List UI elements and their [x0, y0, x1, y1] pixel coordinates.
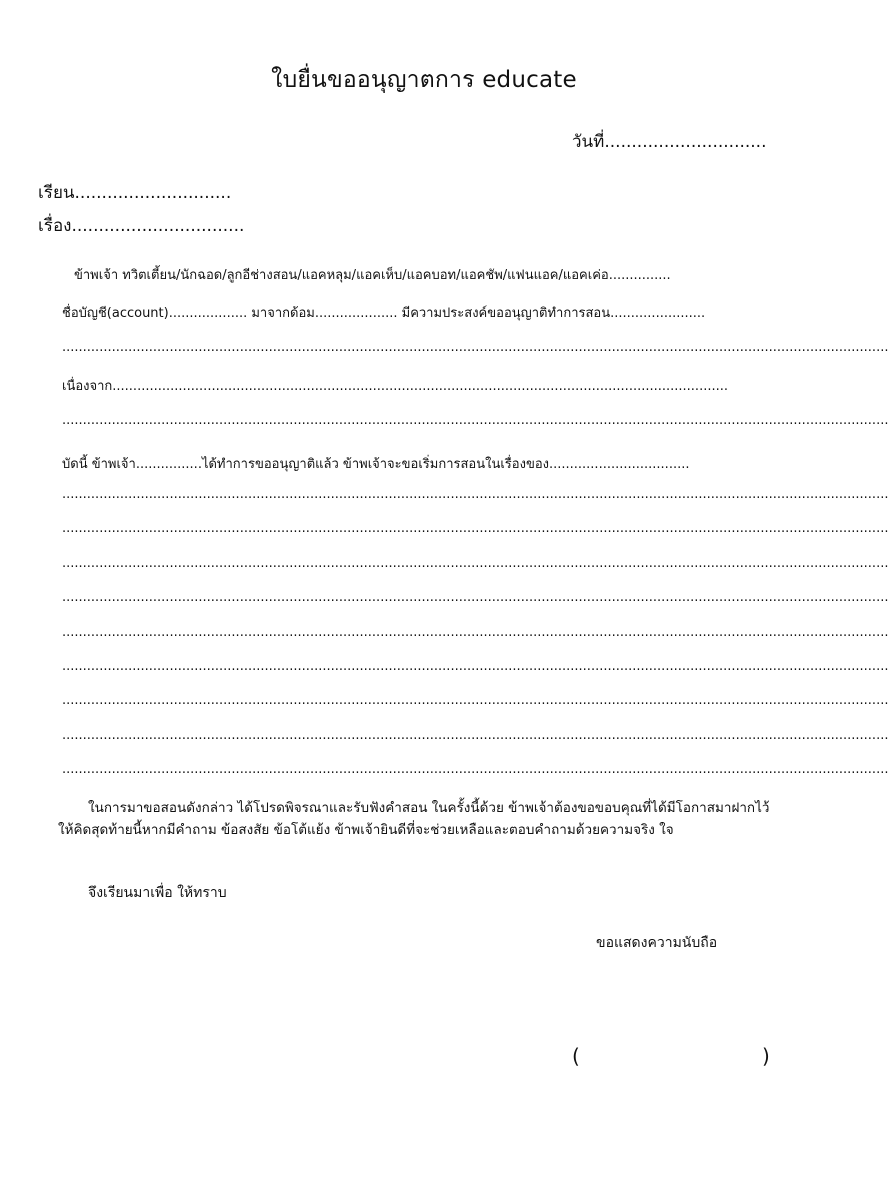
now-line: บัดนี้ ข้าพเจ้า................ได้ทำการขออนุญาติแล้ว ข้าพเจ้าจะขอเริ่มการสอนในเรื่องของ..................................	[62, 457, 690, 472]
dotted-line: ........................................................................................................................................................................................................	[62, 728, 888, 743]
signature-paren-close: )	[762, 1044, 770, 1068]
intro-line: ข้าพเจ้า ทวิตเตี้ยน/นักฉอด/ลูกอีช่างสอน/แอคหลุม/แอคเห็บ/แอคบอท/แอคชัพ/แฟนแอค/แอคเค่อ...............	[74, 268, 671, 283]
signature-paren-open: (	[572, 1044, 580, 1068]
dotted-line: ........................................................................................................................................................................................................	[62, 762, 888, 777]
form-title: ใบยื่นขออนุญาตการ educate	[271, 67, 577, 93]
dotted-line: ........................................................................................................................................................................................................	[62, 625, 888, 640]
dotted-line: ........................................................................................................................................................................................................	[62, 693, 888, 708]
account-line: ชื่อบัญชี(account)................... มาจากด้อม.................... มีความประสงค์ขออนุญาติทำการสอน.......................	[62, 306, 706, 321]
notify-line: จึงเรียนมาเพื่อ ให้ทราบ	[88, 885, 227, 901]
date-field: วันที่..............................	[572, 132, 767, 152]
dotted-line: ........................................................................................................................................................................................................	[62, 556, 888, 571]
recipient-field: เรียน.............................	[38, 183, 232, 203]
dotted-line: ........................................................................................................................................................................................................	[62, 659, 888, 674]
dotted-line: ........................................................................................................................................................................................................	[62, 413, 888, 428]
dotted-line: ........................................................................................................................................................................................................	[62, 521, 888, 536]
dotted-line: ........................................................................................................................................................................................................	[62, 487, 888, 502]
dotted-line: ........................................................................................................................................................................................................	[62, 340, 888, 355]
reason-line: เนื่องจาก.....................................................................................................................................................	[62, 379, 728, 394]
closing-paragraph: ในการมาขอสอนดังกล่าว ได้โปรดพิจรณาและรับฟังคำสอน ในครั้งนี้ด้วย ข้าพเจ้าต้องขอขอบคุณที่ได้มีโอกาสมาฝากไว้ให้คิดสุดท้ายนี้หากมีคำถาม ข้อสงสัย ข้อโต้แย้ง ข้าพเจ้ายินดีที่จะช่วยเหลือและตอบคำถามด้วยความจริง ใจ	[58, 800, 770, 838]
subject-field: เรื่อง................................	[38, 216, 245, 236]
dotted-line: ........................................................................................................................................................................................................	[62, 590, 888, 605]
respect-line: ขอแสดงความนับถือ	[596, 935, 718, 951]
